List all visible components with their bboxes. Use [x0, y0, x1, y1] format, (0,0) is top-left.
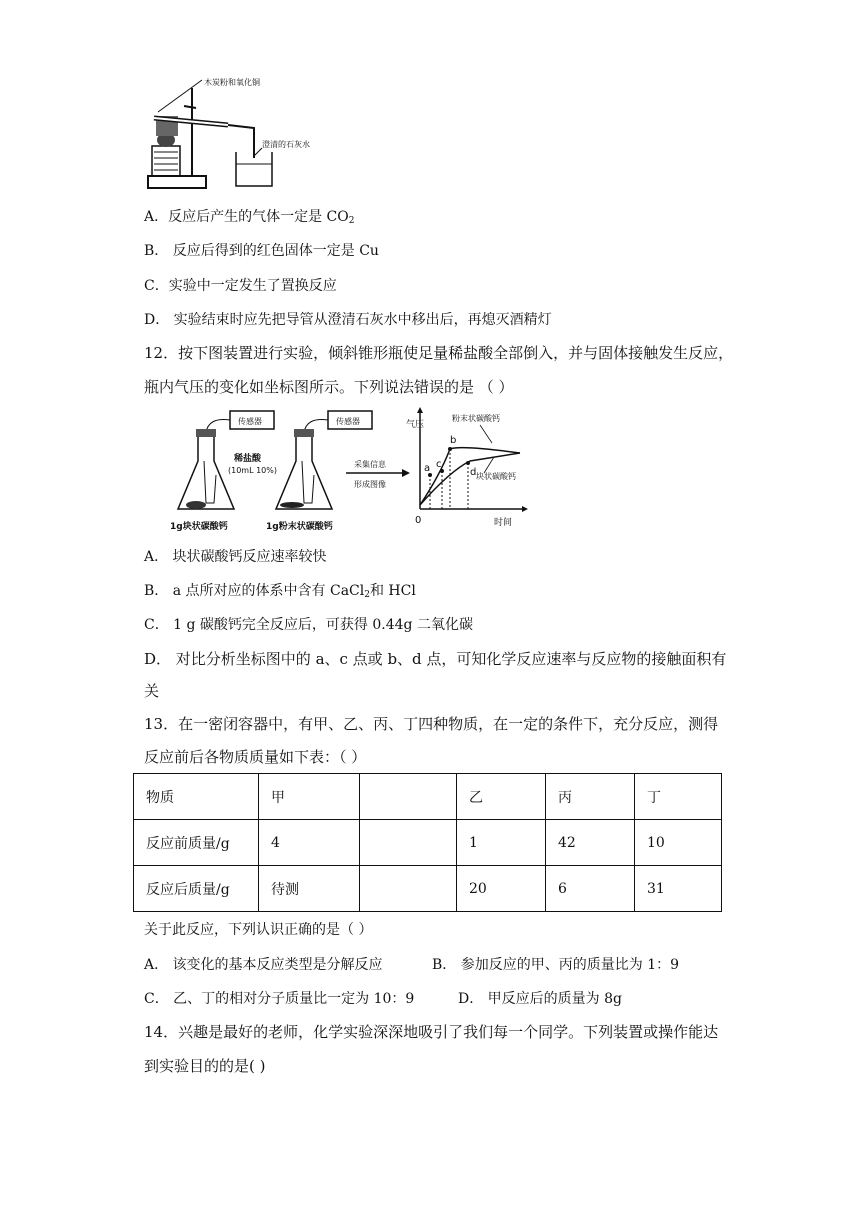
q14-stem-line1: 14．兴趣是最好的老师，化学实验深深地吸引了我们每一个同学。下列装置或操作能达 [144, 1023, 719, 1041]
table-cell: 42 [546, 820, 635, 866]
q12-stem-line1: 12．按下图装置进行实验，倾斜锥形瓶使足量稀盐酸全部倒入，并与固体接触发生反应， [144, 344, 734, 362]
mass-table [133, 773, 722, 912]
point-d-label: d [470, 467, 477, 478]
curve-label-powder: 粉末状碳酸钙 [452, 414, 500, 423]
q13-option-a: A． 该变化的基本反应类型是分解反应 [144, 957, 383, 973]
q11-option-b: B． 反应后得到的红色固体一定是 Cu [144, 243, 379, 259]
y-axis-label: 气压 [406, 420, 425, 430]
q12-stem-line2: 瓶内气压的变化如坐标图所示。下列说法错误的是 （ ） [144, 378, 514, 396]
q11-option-d: D． 实验结束时应先把导管从澄清石灰水中移出后，再熄灭酒精灯 [144, 312, 552, 328]
reaction-figure-q12 [150, 405, 550, 538]
table-row [134, 866, 722, 912]
acid-label: 稀盐酸 [234, 454, 262, 464]
fig11-label-limewater: 澄清的石灰水 [262, 140, 310, 149]
q12-option-d-line2: 关 [144, 682, 160, 700]
table-cell: 丁 [635, 774, 722, 820]
arrow-label-top: 采集信息 [354, 460, 386, 469]
table-cell: 物质 [134, 774, 259, 820]
q13-option-d: D． 甲反应后的质量为 8g [458, 991, 622, 1007]
flask2-label: 1g粉末状碳酸钙 [266, 522, 333, 532]
apparatus-figure-q11 [144, 68, 334, 193]
q13-option-b: B． 参加反应的甲、丙的质量比为 1：9 [432, 957, 680, 973]
sensor-label-1: 传感器 [238, 417, 262, 426]
sensor-label-2: 传感器 [336, 417, 360, 426]
table-cell: 10 [635, 820, 722, 866]
table-cell: 反应后质量/g [134, 866, 259, 912]
table-row [134, 820, 722, 866]
q13-stem-line2: 反应前后各物质质量如下表：（ ） [144, 748, 367, 766]
table-cell: 20 [457, 866, 546, 912]
table-cell: 反应前质量/g [134, 820, 259, 866]
table-cell [360, 774, 457, 820]
table-cell [360, 820, 457, 866]
q12-option-b: B． a 点所对应的体系中含有 CaCl$_2$和 HCl [144, 583, 416, 600]
origin-label: 0 [415, 515, 422, 526]
q13-after-table: 关于此反应，下列认识正确的是（ ） [144, 922, 373, 938]
q13-stem-line1: 13．在一密闭容器中，有甲、乙、丙、丁四种物质，在一定的条件下，充分反应，测得 [144, 715, 719, 733]
table-cell: 31 [635, 866, 722, 912]
table-header-row [134, 774, 722, 820]
x-axis-label: 时间 [494, 518, 513, 528]
q12-option-a: A． 块状碳酸钙反应速率较快 [144, 549, 327, 565]
arrow-label-bottom: 形成图像 [354, 480, 386, 489]
table-cell: 乙 [457, 774, 546, 820]
q14-stem-line2: 到实验目的的是( ) [144, 1057, 266, 1075]
table-cell: 丙 [546, 774, 635, 820]
point-c-label: c [436, 459, 442, 470]
table-cell: 4 [259, 820, 360, 866]
acid-concentration: (10mL 10%) [228, 466, 277, 475]
table-cell: 待测 [259, 866, 360, 912]
curve-label-block: 块状碳酸钙 [476, 472, 516, 481]
flask1-label: 1g块状碳酸钙 [170, 522, 228, 532]
fig11-label-reactants: 木炭粉和氧化铜 [204, 78, 260, 87]
q11-option-c: C．实验中一定发生了置换反应 [144, 278, 337, 294]
q13-option-c: C． 乙、丁的相对分子质量比一定为 10：9 [144, 991, 415, 1007]
table-cell: 甲 [259, 774, 360, 820]
table-cell: 6 [546, 866, 635, 912]
point-b-label: b [450, 435, 457, 446]
q11-option-a: A．反应后产生的气体一定是 $CO_2$ [144, 209, 355, 226]
q12-option-d-line1: D． 对比分析坐标图中的 a、c 点或 b、d 点，可知化学反应速率与反应物的接触面积有 [144, 650, 727, 668]
table-cell [360, 866, 457, 912]
q12-option-c: C． 1 g 碳酸钙完全反应后，可获得 0.44g 二氧化碳 [144, 617, 473, 633]
table-cell: 1 [457, 820, 546, 866]
point-a-label: a [424, 463, 431, 474]
